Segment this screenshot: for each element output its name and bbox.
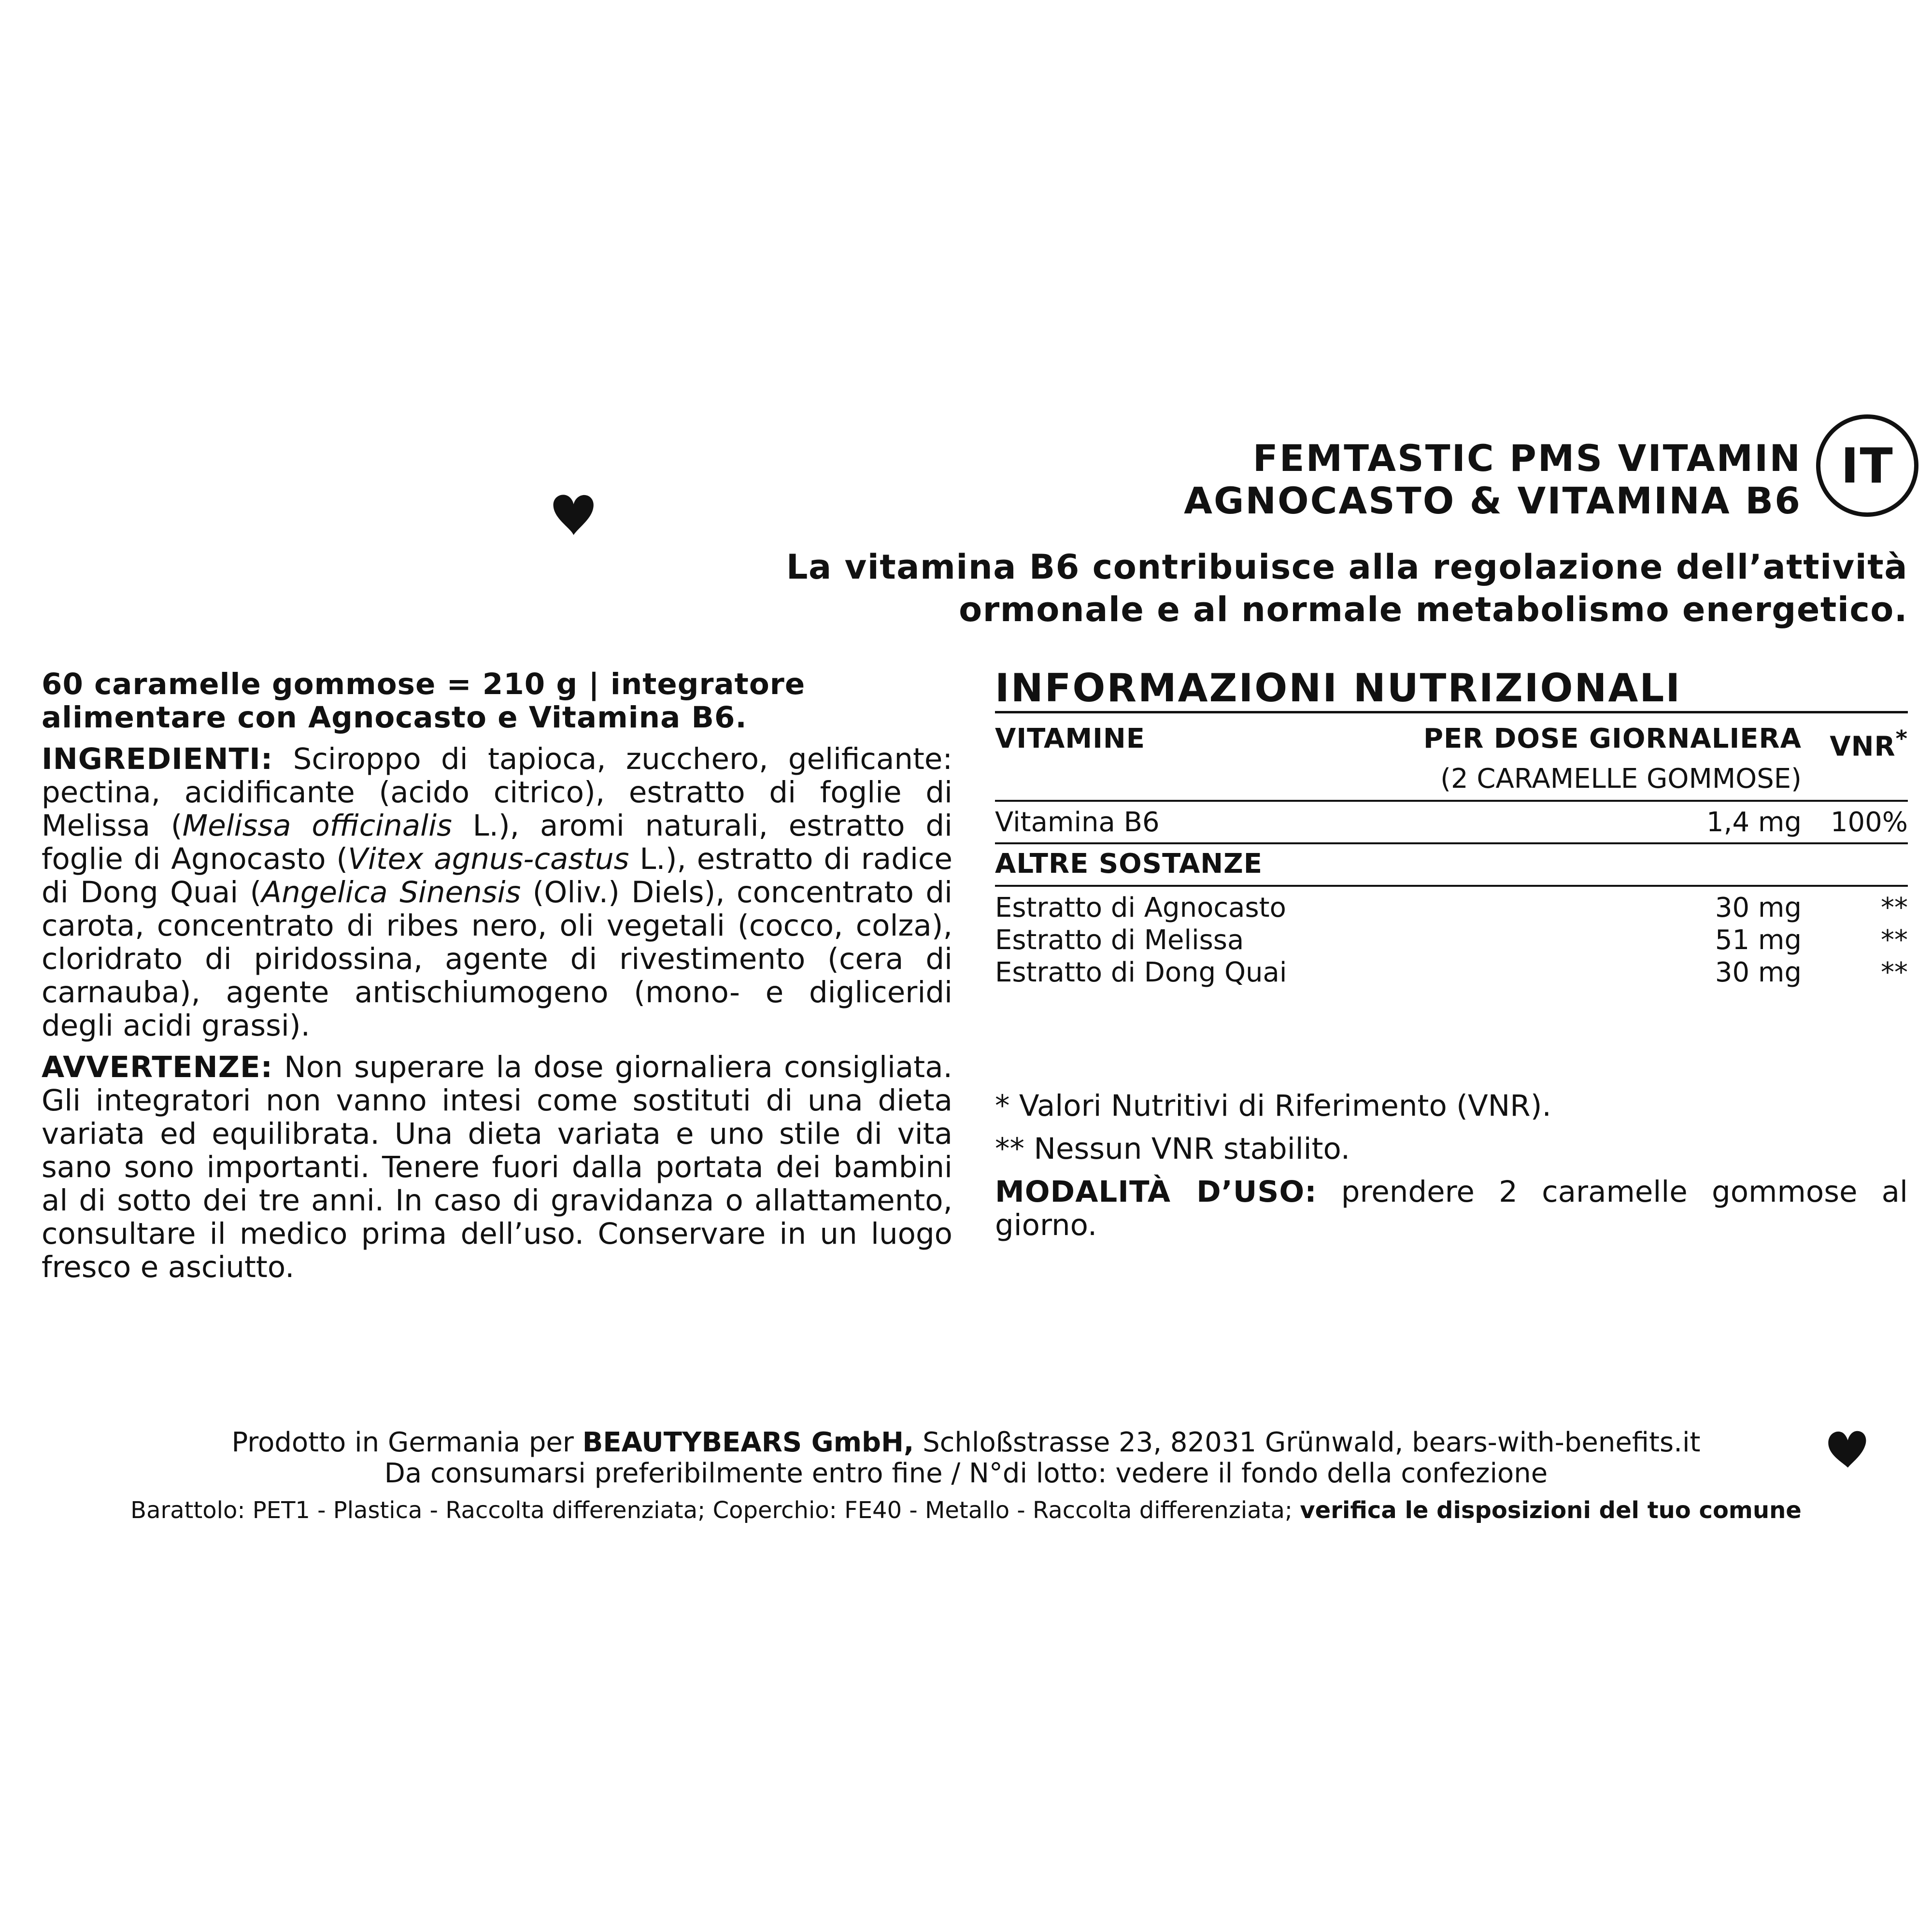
table-row <box>995 802 1908 844</box>
col-nrv-label: VNR <box>1830 731 1896 763</box>
usage-label: MODALITÀ D’USO: <box>995 1175 1317 1209</box>
nutrition-table <box>995 668 1908 993</box>
language-badge: IT <box>1816 414 1918 517</box>
row-amount: 30 mg <box>1715 956 1802 988</box>
ingredients-text-4: (Oliv.) Diels), concentrato di carota, concentrato di ribes nero, oli vegetali (cocco, colza), cloridrato di piridossina, agente di rivestimento (cera di carnauba), agente antischiumogeno (mono- e digliceridi degli acidi grassi). <box>42 875 952 1043</box>
heart-icon-top <box>551 490 597 539</box>
usage-text: prendere 2 caramelle gommose al giorno. <box>995 1175 1908 1242</box>
ingredients-label: INGREDIENTI: <box>42 742 273 776</box>
best-before-line: Da consumarsi preferibilmente entro fine / N°di lotto: vedere il fondo della confezione <box>384 1458 1548 1489</box>
col-vitamins: VITAMINE <box>995 723 1146 754</box>
recycling-info <box>97 1496 1835 1524</box>
other-substances-header <box>995 844 1908 887</box>
table-row <box>995 924 1908 956</box>
nutrition-header-row <box>995 713 1908 763</box>
table-row <box>995 887 1908 924</box>
warnings-label: AVVERTENZE: <box>42 1050 273 1084</box>
note-nrv: * Valori Nutritivi di Riferimento (VNR). <box>995 1089 1551 1123</box>
recycling-text: Barattolo: PET1 - Plastica - Raccolta differenziata; Coperchio: FE40 - Metallo - Raccolta differenziata; <box>130 1497 1300 1524</box>
product-info-column <box>42 668 952 1292</box>
product-title-line2: AGNOCASTO & VITAMINA B6 <box>1184 479 1802 522</box>
col-dose-sub: (2 CARAMELLE GOMMOSE) <box>1440 763 1802 795</box>
row-amount: 1,4 mg <box>1706 806 1802 838</box>
row-nrv: 100% <box>1830 806 1908 838</box>
row-nrv: ** <box>1881 892 1908 923</box>
ingredients-paragraph <box>42 742 952 1042</box>
recycling-bold: verifica le disposizioni del tuo comune <box>1300 1497 1802 1524</box>
row-nrv: ** <box>1881 924 1908 956</box>
warnings-paragraph <box>42 1051 952 1284</box>
col-nrv-mark: * <box>1895 726 1908 752</box>
nutrition-title: INFORMAZIONI NUTRIZIONALI <box>995 668 1908 713</box>
heart-icon-footer <box>1826 1426 1868 1470</box>
health-claim-line2: ormonale e al normale metabolismo energetico. <box>959 590 1908 629</box>
health-claim-line1: La vitamina B6 contribuisce alla regolazione dell’attività <box>786 547 1908 587</box>
ingredients-latin-1: Melissa officinalis <box>182 809 452 843</box>
row-name: Estratto di Dong Quai <box>995 956 1287 988</box>
col-dose: PER DOSE GIORNALIERA <box>1423 723 1802 754</box>
ingredients-text-3: L.), estratto di radice di Dong Quai ( <box>42 842 953 909</box>
manufacturer-company: BEAUTYBEARS GmbH, <box>582 1427 914 1458</box>
health-claim <box>676 546 1908 631</box>
nutrition-subheader-row <box>995 763 1908 802</box>
table-row <box>995 956 1908 993</box>
ingredients-latin-2: Vitex agnus-castus <box>348 842 629 876</box>
product-title-line1: FEMTASTIC PMS VITAMIN <box>1252 437 1802 480</box>
row-amount: 30 mg <box>1715 892 1802 923</box>
nutrition-notes <box>995 1089 1908 1251</box>
ingredients-text-1: Sciroppo di tapioca, zucchero, gelificante: pectina, acidificante (acido citrico), estratto di foglie di Melissa ( <box>42 742 952 843</box>
product-intro: 60 caramelle gommose = 210 g | integratore alimentare con Agnocasto e Vitamina B6. <box>42 667 806 735</box>
note-no-nrv: ** Nessun VNR stabilito. <box>995 1132 1350 1166</box>
row-name: Estratto di Agnocasto <box>995 892 1286 923</box>
manufacturer-info <box>145 1427 1787 1489</box>
product-title <box>918 437 1802 522</box>
manufacturer-address: Schloßstrasse 23, 82031 Grünwald, bears-with-benefits.it <box>914 1427 1701 1458</box>
usage-paragraph <box>995 1175 1908 1242</box>
row-name: Estratto di Melissa <box>995 924 1244 956</box>
warnings-text: Non superare la dose giornaliera consigliata. Gli integratori non vanno intesi come sostituti di una dieta variata ed equilibrata. Una dieta variata e uno stile di vita sano sono importanti. Tenere fuori dalla portata dei bambini al di sotto dei tre anni. In caso di gravidanza o allattamento, consultare il medico prima dell’uso. Conservare in un luogo fresco e asciutto. <box>42 1050 952 1284</box>
row-amount: 51 mg <box>1715 924 1802 956</box>
row-name: Vitamina B6 <box>995 806 1160 838</box>
ingredients-text-2: L.), aromi naturali, estratto di foglie di Agnocasto ( <box>42 809 953 876</box>
ingredients-latin-3: Angelica Sinensis <box>261 875 521 909</box>
row-nrv: ** <box>1881 956 1908 988</box>
col-nrv <box>1802 723 1908 763</box>
manufacturer-pre: Prodotto in Germania per <box>231 1427 582 1458</box>
other-substances-label: ALTRE SOSTANZE <box>995 848 1263 880</box>
manufacturer-line <box>145 1427 1787 1458</box>
